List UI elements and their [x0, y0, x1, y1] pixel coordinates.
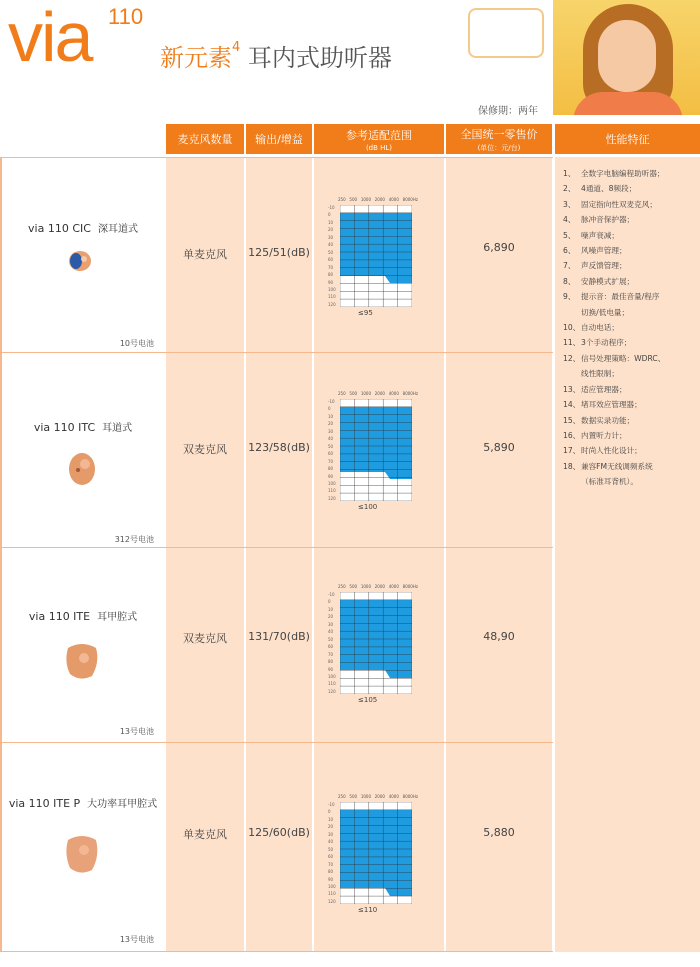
price: 6,890: [483, 241, 515, 254]
fitting-range-audiogram: [328, 584, 418, 704]
row-divider: [0, 157, 553, 158]
header-price: 全国统一零售价 (单位：元/台): [446, 124, 552, 154]
feature-item: 14、堵耳效应管理器；: [563, 400, 642, 410]
feature-item: 5、 噪声衰减；: [563, 230, 619, 240]
features-list: [555, 157, 700, 952]
output-gain: 123/58(dB): [248, 441, 310, 454]
feature-item: 13、适应管理器；: [563, 384, 627, 394]
feature-item: 2、 4通道、8频段；: [563, 184, 637, 194]
header-range: 参考适配范围 (dB HL): [314, 124, 444, 154]
feature-item: （标准耳背机）。: [581, 477, 638, 487]
fitting-range-plot: [340, 802, 412, 904]
db-labels: -10 0 10 20 30 40 50 60 70 80 90 100 110 120: [328, 205, 336, 307]
title-accent: 新元素: [160, 44, 232, 72]
itc-hearing-aid-image: [66, 450, 98, 488]
feature-item: 9、 提示音：最佳音量/程序: [563, 292, 660, 302]
row-divider: [0, 951, 553, 952]
mic-count: 单麦克风: [183, 248, 227, 261]
brand-logo: [8, 0, 144, 76]
product-model: via 110 ITC 耳道式: [33, 421, 133, 434]
ite-p-hearing-aid-image: [62, 832, 102, 876]
row-divider: [0, 547, 553, 548]
battery-type: 13号电池: [119, 727, 154, 736]
price: 48,90: [483, 630, 515, 643]
fitting-range-plot: [340, 205, 412, 307]
feature-item: 18、兼容FM无线调频系统: [563, 461, 653, 471]
price: 5,880: [483, 826, 515, 839]
fitting-range-plot: [340, 399, 412, 501]
max-level: ≤95: [358, 309, 373, 317]
price: 5,890: [483, 441, 515, 454]
header-output: 输出/增益: [246, 124, 312, 154]
battery-type: 10号电池: [119, 339, 154, 348]
feature-item: 16、内置听力计；: [563, 430, 627, 440]
output-gain: 125/60(dB): [248, 826, 310, 839]
output-gain: 131/70(dB): [248, 630, 310, 643]
feature-item: 1、 全数字电脑编程助听器；: [563, 169, 665, 178]
mic-count: 双麦克风: [183, 443, 227, 456]
fitting-range-audiogram: [328, 391, 418, 511]
left-border: [0, 157, 2, 952]
db-labels: -10 0 10 20 30 40 50 60 70 80 90 100 110 120: [328, 399, 336, 501]
battery-type: 13号电池: [119, 935, 154, 944]
logo-placeholder: [468, 8, 544, 58]
output-gain: 125/51(dB): [248, 246, 310, 259]
fitting-range-audiogram: [328, 197, 418, 317]
feature-item: 10、自动电话；: [563, 323, 619, 333]
warranty-note: 保修期：两年: [478, 106, 538, 117]
freq-labels: 250 500 1000 2000 4000 8000Hz: [338, 584, 418, 589]
max-level: ≤110: [358, 906, 378, 914]
feature-item: 6、 风噪声管理；: [563, 246, 627, 256]
product-model: via 110 ITE 耳甲腔式: [28, 610, 138, 623]
max-level: ≤100: [358, 503, 378, 511]
db-labels: -10 0 10 20 30 40 50 60 70 80 90 100 110 120: [328, 592, 336, 694]
feature-item: 15、数据实录功能；: [563, 415, 635, 425]
feature-item: 4、 脉冲音保护器；: [563, 215, 635, 225]
feature-item: 11、3个手动程序；: [563, 338, 632, 348]
feature-item: 12、信号处理策略：WDRC、: [563, 353, 666, 363]
brand-number: 110: [108, 4, 144, 29]
page-title: [160, 38, 392, 73]
feature-item: 7、 声反馈管理；: [563, 261, 627, 271]
title-superscript: 4: [232, 40, 241, 55]
db-labels: -10 0 10 20 30 40 50 60 70 80 90 100 110 120: [328, 802, 336, 904]
row-divider: [0, 742, 553, 743]
freq-labels: 250 500 1000 2000 4000 8000Hz: [338, 794, 418, 799]
fitting-range-plot: [340, 592, 412, 694]
brand-name: via: [8, 0, 92, 76]
header-mic: 麦克风数量: [166, 124, 244, 154]
mic-count: 单麦克风: [183, 828, 227, 841]
row-divider: [0, 352, 553, 353]
title-rest: 耳内式助听器: [247, 44, 392, 72]
ite-hearing-aid-image: [62, 640, 102, 682]
freq-labels: 250 500 1000 2000 4000 8000Hz: [338, 391, 418, 396]
cic-hearing-aid-image: [66, 248, 96, 274]
feature-item: 17、时尚人性化设计；: [563, 446, 642, 456]
product-model: via 110 CIC 深耳道式: [28, 222, 138, 235]
feature-item: 8、 安静模式扩展；: [563, 276, 635, 286]
header-features: 性能特征: [555, 124, 700, 154]
fitting-range-audiogram: [328, 794, 418, 914]
child-photo: [553, 0, 700, 115]
battery-type: 312号电池: [114, 535, 154, 544]
feature-item: 线性限制；: [581, 369, 619, 379]
freq-labels: 250 500 1000 2000 4000 8000Hz: [338, 197, 418, 202]
feature-item: 3、 固定指向性双麦克风；: [563, 199, 657, 209]
feature-item: 切换/低电量；: [581, 307, 630, 317]
product-model: via 110 ITE P 大功率耳甲腔式: [8, 797, 158, 810]
max-level: ≤105: [358, 696, 378, 704]
mic-count: 双麦克风: [183, 632, 227, 645]
